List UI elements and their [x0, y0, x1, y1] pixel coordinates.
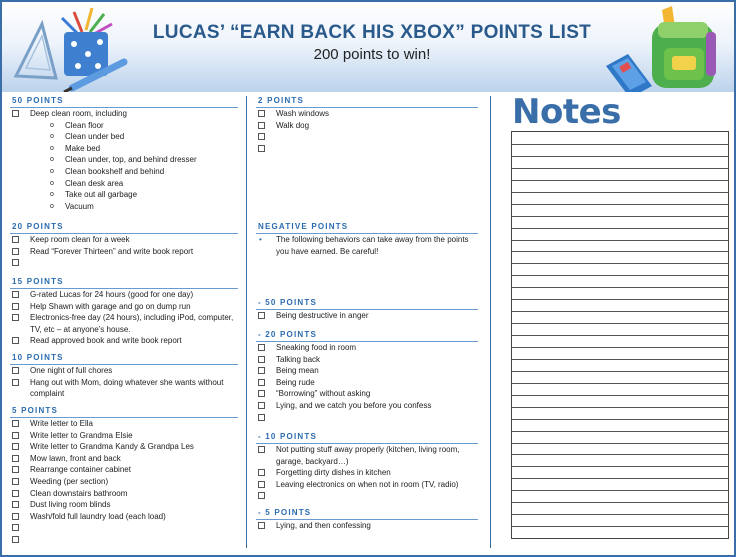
notes-line: [512, 144, 728, 145]
note-text: The following behaviors can take away from the points you have earned. Be careful!: [276, 235, 469, 256]
checklist-item[interactable]: [256, 490, 478, 502]
sub-item: [10, 154, 238, 166]
checkbox[interactable]: [12, 236, 19, 243]
section-title: - 10 POINTS: [256, 432, 478, 444]
checkbox[interactable]: [258, 312, 265, 319]
item-label: Clean downstairs bathroom: [30, 488, 128, 498]
checklist-item[interactable]: [256, 108, 478, 120]
checkbox[interactable]: [12, 248, 19, 255]
sub-bullet-icon: o: [50, 167, 54, 175]
checkbox[interactable]: [258, 402, 265, 409]
checkbox[interactable]: [258, 492, 265, 499]
checkbox[interactable]: [12, 259, 19, 266]
item-label: [276, 491, 278, 500]
sub-item-label: Clean desk area: [65, 178, 124, 188]
checklist-item[interactable]: [10, 234, 238, 246]
negative-points-note: [256, 234, 478, 257]
checklist-item[interactable]: [10, 488, 238, 500]
notes-line: [512, 443, 728, 444]
sub-bullet-icon: o: [50, 191, 54, 199]
item-label: [276, 413, 278, 422]
checklist-item[interactable]: [10, 289, 238, 301]
item-label: [276, 132, 278, 141]
notes-line: [512, 156, 728, 157]
item-label: [276, 144, 278, 153]
checklist-item[interactable]: [10, 464, 238, 476]
section-10-points: [10, 353, 238, 400]
checkbox[interactable]: [12, 478, 19, 485]
column-divider: [490, 96, 491, 548]
checklist-item[interactable]: [256, 388, 478, 400]
section-title: - 20 POINTS: [256, 330, 478, 342]
checkbox[interactable]: [12, 501, 19, 508]
checklist-item[interactable]: [10, 246, 238, 258]
notes-line: [512, 323, 728, 324]
section-title: 5 POINTS: [10, 406, 238, 418]
notes-line: [512, 180, 728, 181]
checkbox[interactable]: [258, 446, 265, 453]
checklist-item[interactable]: [10, 312, 238, 335]
sub-item: [10, 143, 238, 155]
sub-item: [10, 201, 238, 213]
notes-line: [512, 347, 728, 348]
item-label: Talking back: [276, 354, 321, 364]
item-label: Weeding (per section): [30, 476, 109, 486]
checkbox[interactable]: [258, 390, 265, 397]
item-label: “Borrowing” without asking: [276, 389, 371, 399]
checklist-item[interactable]: [256, 365, 478, 377]
item-label: Keep room clean for a week: [30, 235, 130, 244]
checkbox[interactable]: [12, 314, 19, 321]
section-title: 10 POINTS: [10, 353, 238, 365]
checklist-item[interactable]: [256, 520, 478, 532]
sub-item-label: Vacuum: [65, 201, 94, 211]
notes-line: [512, 240, 728, 241]
item-label: Deep clean room, including: [30, 109, 127, 118]
notes-line: [512, 275, 728, 276]
checklist-item[interactable]: [10, 301, 238, 313]
notes-line: [512, 168, 728, 169]
checkbox[interactable]: [258, 414, 265, 421]
section-title: 15 POINTS: [10, 277, 238, 289]
item-label: Lying, and then confessing: [276, 521, 371, 530]
item-label: Read “Forever Thirteen” and write book report: [30, 246, 194, 256]
checkbox[interactable]: [258, 110, 265, 117]
notes-line: [512, 263, 728, 264]
sub-bullet-icon: o: [50, 121, 54, 129]
checkbox[interactable]: [12, 367, 19, 374]
checklist-item[interactable]: [10, 418, 238, 430]
checklist-item[interactable]: [10, 499, 238, 511]
item-label: G-rated Lucas for 24 hours (good for one day): [30, 290, 194, 299]
sub-item: [10, 178, 238, 190]
checklist-item[interactable]: [256, 342, 478, 354]
item-label: Hang out with Mom, doing whatever she wants without complaint: [30, 377, 224, 399]
item-label: Sneaking food in room: [276, 343, 357, 352]
section-minus-10-points: [256, 432, 478, 502]
notes-line: [512, 299, 728, 300]
notes-line: [512, 287, 728, 288]
section-title: 50 POINTS: [10, 96, 238, 108]
checkbox[interactable]: [12, 379, 19, 386]
book-icon: [606, 54, 652, 92]
item-label: Wash/fold full laundry load (each load): [30, 511, 166, 521]
checkbox[interactable]: [12, 420, 19, 427]
checkbox[interactable]: [258, 122, 265, 129]
notes-line: [512, 419, 728, 420]
item-label: [30, 535, 32, 544]
checkbox[interactable]: [258, 344, 265, 351]
checklist-item[interactable]: [256, 467, 478, 479]
item-label: Mow lawn, front and back: [30, 453, 121, 463]
checkbox[interactable]: [258, 481, 265, 488]
checkbox[interactable]: [12, 443, 19, 450]
section-2-points: [256, 96, 478, 154]
section-title: 20 POINTS: [10, 222, 238, 234]
checkbox[interactable]: [258, 133, 265, 140]
checklist-item[interactable]: [10, 534, 238, 546]
checklist-item[interactable]: [10, 377, 238, 400]
checklist-item[interactable]: [256, 131, 478, 143]
checkbox[interactable]: [258, 522, 265, 529]
checklist-item[interactable]: [256, 377, 478, 389]
checkbox[interactable]: [12, 490, 19, 497]
item-label: One night of full chores: [30, 366, 113, 375]
sub-item-label: Clean bookshelf and behind: [65, 166, 165, 176]
section-minus-20-points: [256, 330, 478, 423]
notes-line: [512, 478, 728, 479]
notes-line: [512, 251, 728, 252]
page-title: LUCAS’ “EARN BACK HIS XBOX” POINTS LIST: [152, 22, 592, 43]
item-label: Being rude: [276, 377, 315, 387]
backpack-icon: [602, 4, 732, 92]
checkbox[interactable]: [12, 536, 19, 543]
notes-line: [512, 502, 728, 503]
checkbox[interactable]: [12, 513, 19, 520]
checklist-item[interactable]: [10, 108, 238, 120]
checkbox[interactable]: [12, 337, 19, 344]
checkbox[interactable]: [258, 145, 265, 152]
notes-line: [512, 454, 728, 455]
sub-item-label: Make bed: [65, 143, 101, 153]
item-label: Write letter to Grandma Elsie: [30, 430, 133, 440]
item-label: Not putting stuff away properly (kitchen, living room, garage, backyard…): [276, 445, 460, 466]
notes-line: [512, 526, 728, 527]
checklist-item[interactable]: [256, 310, 478, 322]
item-label: Read approved book and write book report: [30, 336, 182, 346]
checkbox[interactable]: [12, 466, 19, 473]
checkbox[interactable]: [258, 367, 265, 374]
sub-item: [10, 166, 238, 178]
section-15-points: [10, 277, 238, 347]
checklist-item[interactable]: [10, 335, 238, 347]
notes-line: [512, 383, 728, 384]
item-label: Rearrange container cabinet: [30, 465, 131, 475]
sub-bullet-icon: o: [50, 202, 54, 210]
notes-line: [512, 335, 728, 336]
checklist-item[interactable]: [256, 354, 478, 366]
checkbox[interactable]: [12, 524, 19, 531]
notes-line: [512, 466, 728, 467]
checklist-item[interactable]: [10, 453, 238, 465]
notes-line: [512, 514, 728, 515]
notes-line: [512, 204, 728, 205]
sub-bullet-icon: o: [50, 179, 54, 187]
page-subtitle: 200 points to win!: [313, 46, 431, 63]
item-label: Wash windows: [276, 109, 330, 118]
sub-bullet-icon: o: [50, 156, 54, 164]
item-label: Being mean: [276, 366, 319, 376]
section-minus-5-points: [256, 508, 478, 532]
item-label: Write letter to Ella: [30, 419, 93, 428]
section-50-points: [10, 96, 238, 212]
sub-bullet-icon: o: [50, 133, 54, 141]
item-label: Lying, and we catch you before you confess: [276, 400, 432, 410]
checklist-item[interactable]: [10, 257, 238, 269]
checklist-item[interactable]: [256, 143, 478, 155]
item-label: Electronics-free day (24 hours), including iPod, computer, TV, etc – at anyone’s house.: [30, 313, 234, 334]
item-label: Dust living room blinds: [30, 500, 111, 510]
checkbox[interactable]: [258, 469, 265, 476]
section-negative-points: [256, 222, 478, 257]
notes-line: [512, 407, 728, 408]
sub-item-label: Clean under, top, and behind dresser: [65, 155, 197, 165]
checklist-item[interactable]: [10, 522, 238, 534]
notes-line: [512, 371, 728, 372]
section-title: NEGATIVE POINTS: [256, 222, 478, 234]
checkbox[interactable]: [12, 291, 19, 298]
item-label: Help Shawn with garage and go on dump run: [30, 301, 191, 311]
checklist-item[interactable]: [10, 365, 238, 377]
section-minus-50-points: [256, 298, 478, 322]
notes-title: Notes: [512, 92, 621, 132]
pencil-cup-icon: [12, 6, 132, 92]
checklist-item[interactable]: [10, 511, 238, 523]
item-label: [30, 258, 32, 267]
notes-line: [512, 359, 728, 360]
section-title: 2 POINTS: [256, 96, 478, 108]
checklist-item[interactable]: [256, 479, 478, 491]
sub-item-label: Take out all garbage: [65, 190, 138, 200]
page-header: [2, 2, 734, 92]
checklist-item[interactable]: [256, 412, 478, 424]
checkbox[interactable]: [12, 455, 19, 462]
notes-line: [512, 490, 728, 491]
sub-item: [10, 131, 238, 143]
sub-item: [10, 189, 238, 201]
checkbox[interactable]: [258, 379, 265, 386]
checklist-item[interactable]: [256, 400, 478, 412]
section-20-points: [10, 222, 238, 269]
checkbox[interactable]: [12, 303, 19, 310]
section-5-points: [10, 406, 238, 546]
section-title: - 50 POINTS: [256, 298, 478, 310]
column-divider: [246, 96, 247, 548]
checkbox[interactable]: [258, 356, 265, 363]
checkbox[interactable]: [12, 432, 19, 439]
sub-item-label: Clean floor: [65, 120, 104, 130]
item-label: Write letter to Grandma Kandy & Grandpa Les: [30, 442, 194, 452]
item-label: [30, 523, 32, 532]
notes-line: [512, 395, 728, 396]
checklist-item[interactable]: [10, 430, 238, 442]
notes-line: [512, 431, 728, 432]
notes-line: [512, 311, 728, 312]
checkbox[interactable]: [12, 110, 19, 117]
item-label: Leaving electronics on when not in room (TV, radio): [276, 479, 459, 489]
notes-line: [512, 228, 728, 229]
notes-area[interactable]: [511, 131, 729, 539]
checklist-item[interactable]: [10, 441, 238, 453]
item-label: Being destructive in anger: [276, 311, 369, 320]
sub-item: [10, 120, 238, 132]
notes-line: [512, 192, 728, 193]
sub-item-label: Clean under bed: [65, 132, 125, 142]
notes-line: [512, 216, 728, 217]
checklist-item[interactable]: [10, 476, 238, 488]
sub-bullet-icon: o: [50, 144, 54, 152]
bullet-icon: •: [259, 235, 262, 244]
item-label: Walk dog: [276, 120, 310, 130]
section-title: - 5 POINTS: [256, 508, 478, 520]
checklist-item[interactable]: [256, 120, 478, 132]
checklist-item[interactable]: [256, 444, 478, 467]
item-label: Forgetting dirty dishes in kitchen: [276, 468, 391, 478]
